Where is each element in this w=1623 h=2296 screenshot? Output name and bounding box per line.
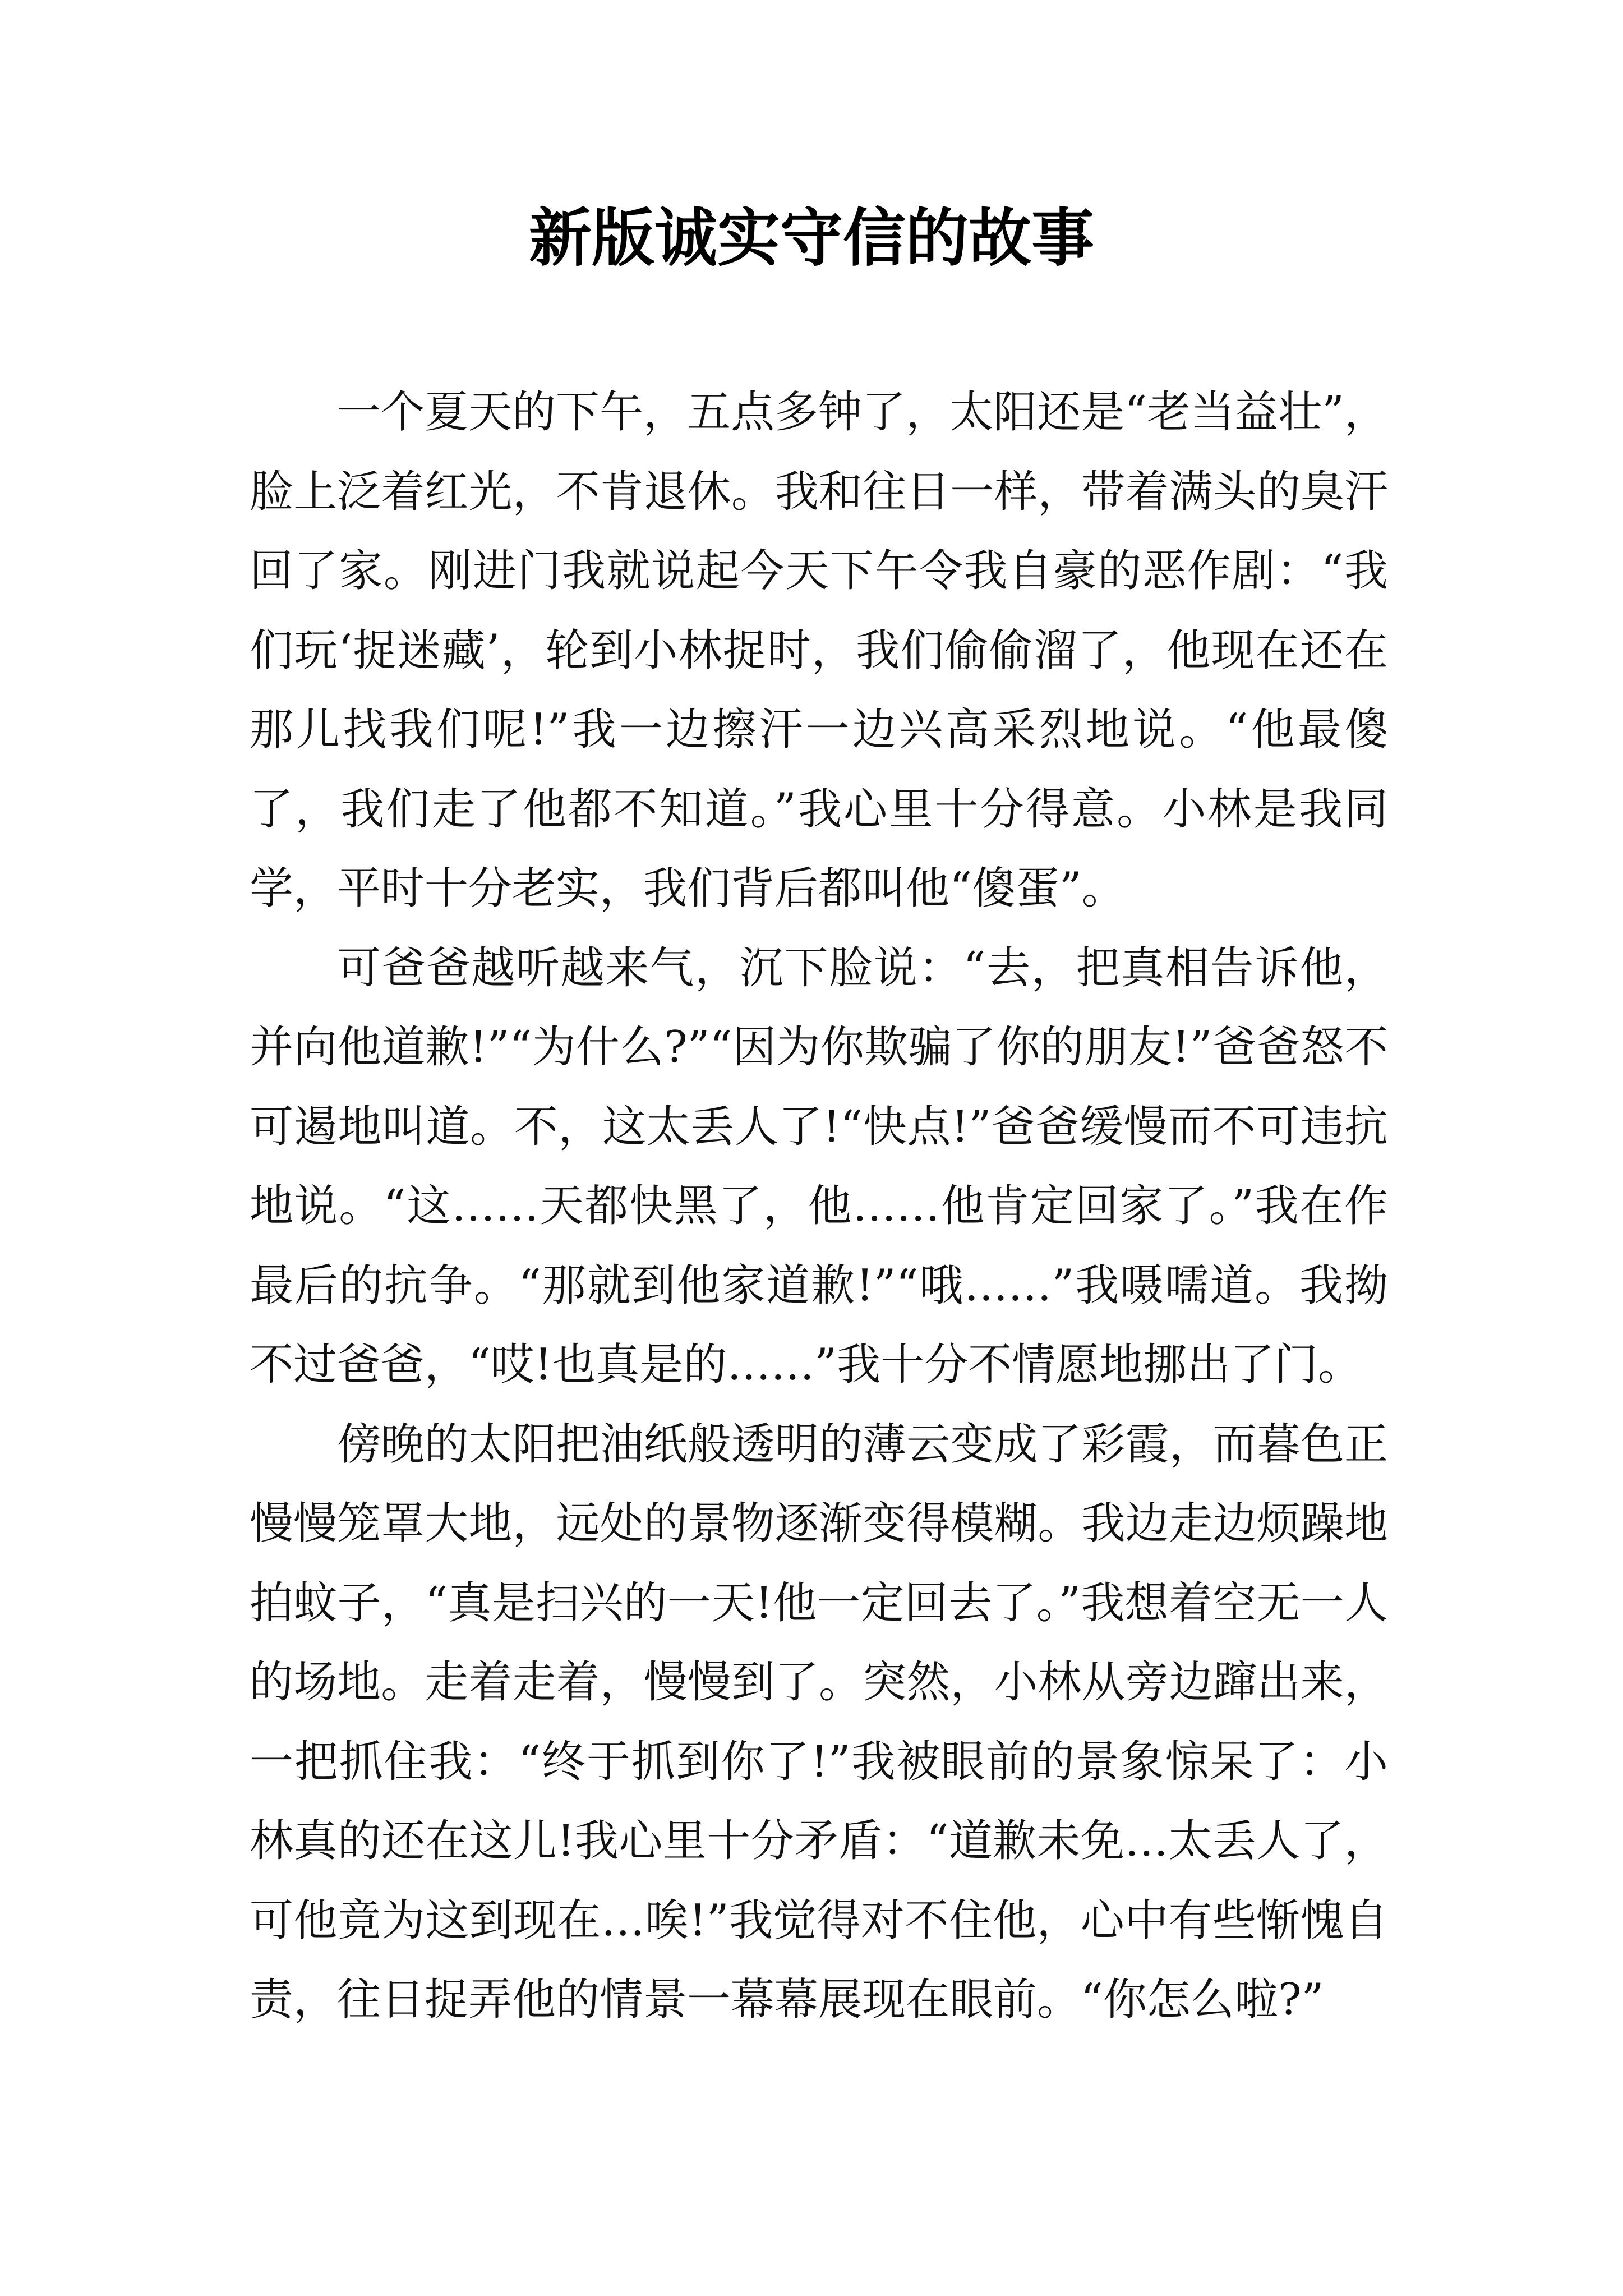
- document-title: 新版诚实守信的故事: [529, 201, 1094, 275]
- document-body: [250, 373, 1388, 2040]
- paragraph-3: 傍晚的太阳把油纸般透明的薄云变成了彩霞，而暮色正慢慢笼罩大地，远处的景物逐渐变得模糊。我边走边烦躁地拍蚊子，“真是扫兴的一天!他一定回去了。”我想着空无一人的场地。走着走着，慢慢到了。突然，小林从旁边蹿出来，一把抓住我：“终于抓到你了!”我被眼前的景象惊呆了：小林真的还在这儿!我心里十分矛盾：“道歉未免…太丢人了，可他竟为这到现在…唉!”我觉得对不住他，心中有些惭愧自责，往日捉弄他的情景一幕幕展现在眼前。“你怎么啦?”: [250, 1419, 1388, 2025]
- paragraph-1: 一个夏天的下午，五点多钟了，太阳还是“老当益壮”，脸上泛着红光，不肯退休。我和往日一样，带着满头的臭汗回了家。刚进门我就说起今天下午令我自豪的恶作剧：“我们玩‘捉迷藏’，轮到小林捉时，我们偷偷溜了，他现在还在那儿找我们呢!”我一边擦汗一边兴高采烈地说。“他最傻了，我们走了他都不知道。”我心里十分得意。小林是我同学，平时十分老实，我们背后都叫他“傻蛋”。: [250, 387, 1388, 914]
- paragraph-2: 可爸爸越听越来气，沉下脸说：“去，把真相告诉他，并向他道歉!”“为什么?”“因为你欺骗了你的朋友!”爸爸怒不可遏地叫道。不，这太丢人了!“快点!”爸爸缓慢而不可违抗地说。“这……天都快黑了，他……他肯定回家了。”我在作最后的抗争。“那就到他家道歉!”“哦……”我嗫嚅道。我拗不过爸爸，“哎!也真是的……”我十分不情愿地挪出了门。: [250, 942, 1388, 1390]
